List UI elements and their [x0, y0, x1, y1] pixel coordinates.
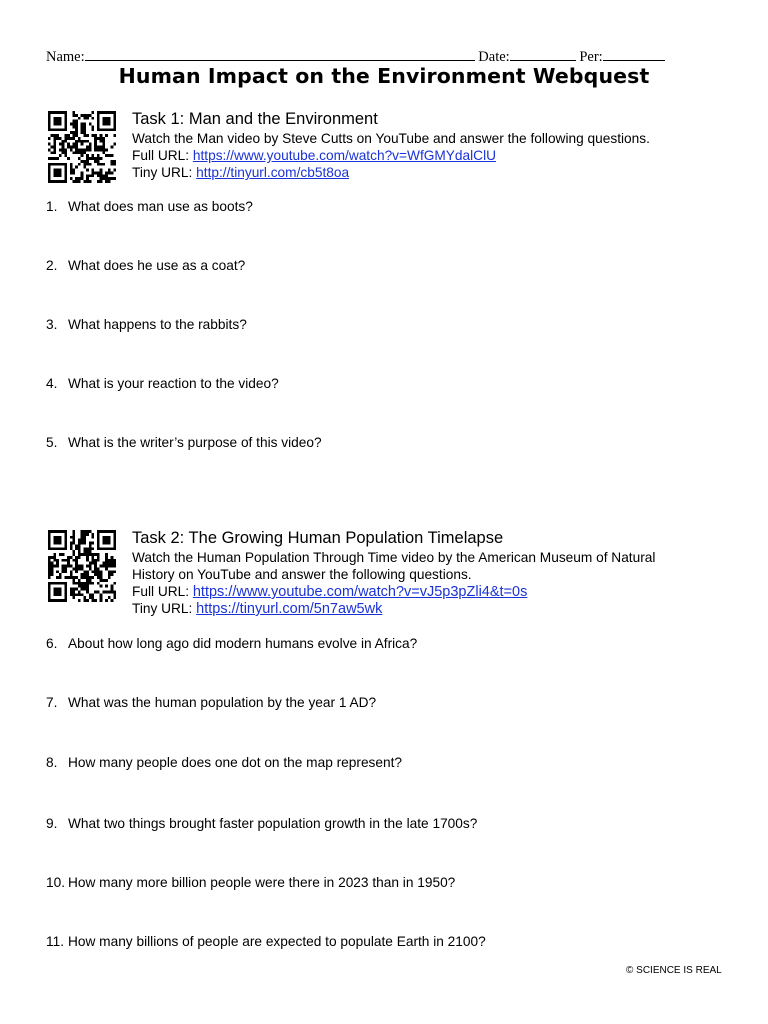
task-2-title: Task 2: The Growing Human Population Timelapse [132, 529, 504, 547]
task-1-full-url-row [132, 147, 496, 164]
period-field[interactable] [603, 48, 665, 61]
qr-code-icon [48, 111, 116, 183]
full-url-label: Full URL: [132, 148, 190, 163]
copyright-footer: © SCIENCE IS REAL [626, 965, 722, 976]
task-1-instructions: Watch the Man video by Steve Cutts on YouTube and answer the following questions. [132, 131, 650, 146]
question-item: 3. What happens to the rabbits? [46, 317, 247, 332]
task-1-title: Task 1: Man and the Environment [132, 110, 378, 128]
task-1-full-url-link[interactable]: https://www.youtube.com/watch?v=WfGMYdalClU [192, 148, 496, 163]
date-label: Date: [478, 49, 510, 65]
period-label: Per: [579, 49, 603, 65]
qr-code-icon [48, 530, 116, 602]
task-2-full-url-link[interactable]: https://www.youtube.com/watch?v=vJ5p3pZli4&t=0s [192, 584, 528, 600]
tiny-url-label: Tiny URL: [132, 165, 193, 180]
question-item: 8. How many people does one dot on the map represent? [46, 755, 403, 770]
question-item: 1. What does man use as boots? [46, 199, 253, 214]
date-field[interactable] [510, 48, 576, 61]
question-item: 9. What two things brought faster population growth in the late 1700s? [46, 816, 478, 831]
tiny-url-label: Tiny URL: [132, 601, 193, 616]
name-label: Name: [46, 49, 85, 65]
question-item: 2. What does he use as a coat? [46, 258, 246, 273]
question-item: 7. What was the human population by the year 1 AD? [46, 695, 377, 710]
task-2-tiny-url-row [132, 600, 382, 618]
task-1-tiny-url-link[interactable]: http://tinyurl.com/cb5t8oa [196, 165, 350, 180]
question-item: 11. How many billions of people are expected to populate Earth in 2100? [46, 934, 486, 949]
question-item: 4. What is your reaction to the video? [46, 376, 279, 391]
question-item: 6. About how long ago did modern humans evolve in Africa? [46, 636, 418, 651]
page-title: Human Impact on the Environment Webquest [118, 64, 650, 88]
question-item: 10. How many more billion people were there in 2023 than in 1950? [46, 875, 456, 890]
task-2-full-url-row [132, 583, 527, 601]
task-2-instructions-line-2: History on YouTube and answer the following questions. [132, 567, 472, 582]
task-2-tiny-url-link[interactable]: https://tinyurl.com/5n7aw5wk [196, 601, 383, 617]
task-1-tiny-url-row [132, 164, 349, 181]
question-item: 5. What is the writer’s purpose of this video? [46, 435, 322, 450]
name-field[interactable] [85, 48, 475, 61]
full-url-label: Full URL: [132, 584, 190, 599]
task-2-instructions-line-1: Watch the Human Population Through Time video by the American Museum of Natural [132, 550, 656, 565]
